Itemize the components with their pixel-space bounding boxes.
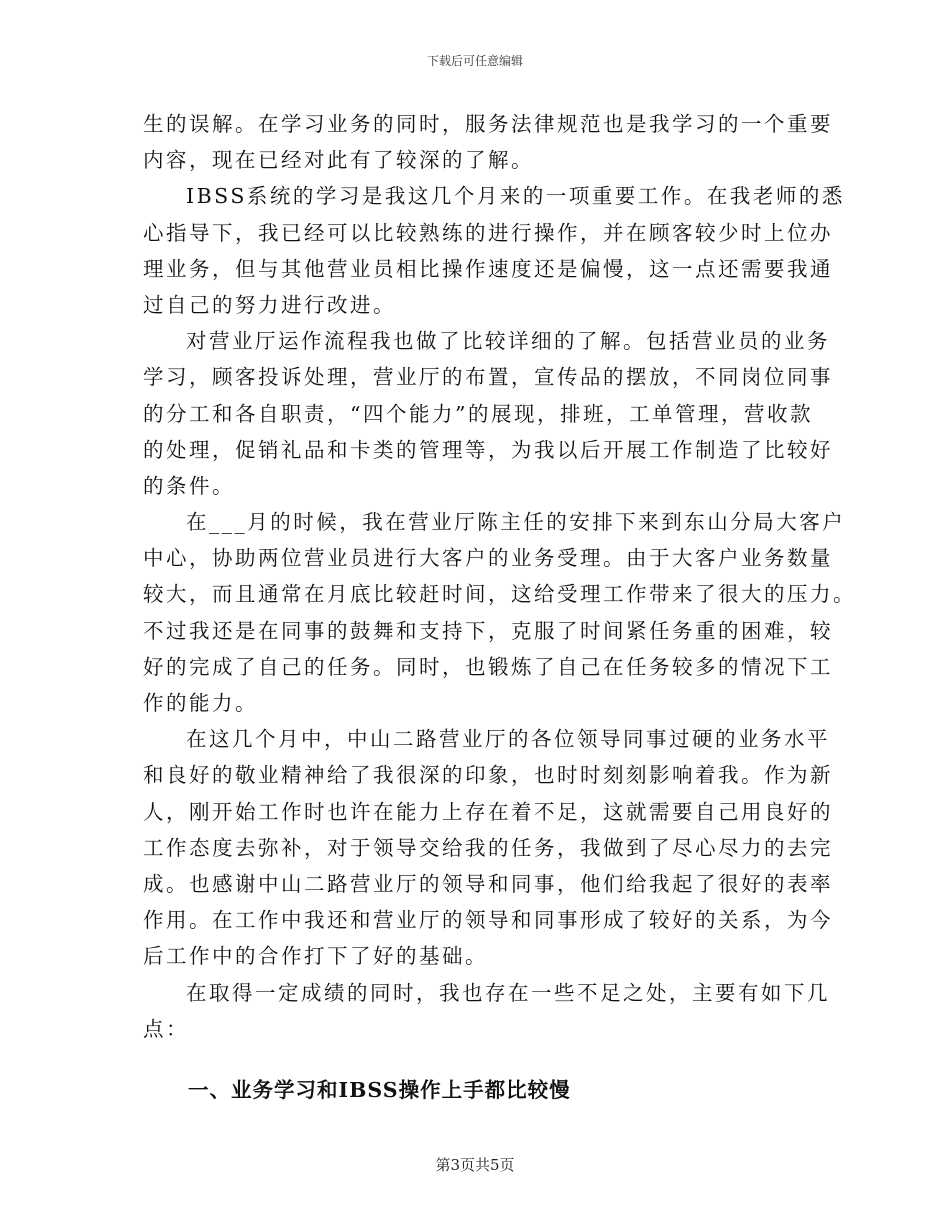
- body-line: 在___月的时候，我在营业厅陈主任的安排下来到东山分局大客户: [186, 510, 846, 535]
- body-line: 点：: [143, 1016, 189, 1041]
- body-line: IBSS系统的学习是我这几个月来的一项重要工作。在我老师的悉: [186, 184, 845, 209]
- body-line: 后工作中的合作打下了好的基础。: [143, 944, 488, 969]
- body-line: 作的能力。: [143, 691, 258, 715]
- body-line: 的条件。: [143, 473, 235, 498]
- body-line: 不过我还是在同事的鼓舞和支持下，克服了时间紧任务重的困难，较: [143, 618, 833, 643]
- document-body: [143, 106, 856, 1047]
- body-line: 心指导下，我已经可以比较熟练的进行操作，并在顾客较少时上位办: [143, 220, 833, 245]
- body-line: 的处理，促销礼品和卡类的管理等，为我以后开展工作制造了比较好: [143, 437, 833, 462]
- body-line: 的分工和各自职责，“四个能力”的展现，排班，工单管理，营收款: [143, 401, 813, 426]
- body-line: 好的完成了自己的任务。同时，也锻炼了自己在任务较多的情况下工: [143, 654, 833, 679]
- body-line: 在这几个月中，中山二路营业厅的各位领导同事过硬的业务水平: [186, 727, 830, 752]
- body-line: 和良好的敬业精神给了我很深的印象，也时时刻刻影响着我。作为新: [143, 763, 833, 788]
- body-line: 内容，现在已经对此有了较深的了解。: [143, 148, 534, 173]
- body-line: 过自己的努力进行改进。: [143, 292, 396, 317]
- section-heading: 一、业务学习和IBSS操作上手都比较慢: [188, 1078, 571, 1102]
- body-line: 中心，协助两位营业员进行大客户的业务受理。由于大客户业务数量: [143, 546, 833, 571]
- body-line: 人，刚开始工作时也许在能力上存在着不足，这就需要自己用良好的: [143, 799, 833, 824]
- body-line: 较大，而且通常在月底比较赶时间，这给受理工作带来了很大的压力。: [143, 582, 856, 607]
- body-line: 生的误解。在学习业务的同时，服务法律规范也是我学习的一个重要: [143, 112, 833, 136]
- body-line: 理业务，但与其他营业员相比操作速度还是偏慢，这一点还需要我通: [143, 256, 833, 281]
- body-line: 成。也感谢中山二路营业厅的领导和同事，他们给我起了很好的表率: [143, 871, 833, 896]
- page-header: 下载后可任意编辑: [426, 54, 523, 68]
- body-line: 在取得一定成绩的同时，我也存在一些不足之处，主要有如下几: [186, 980, 830, 1005]
- page-footer: 第3页共5页: [435, 1156, 515, 1174]
- body-line: 学习，顾客投诉处理，营业厅的布置，宣传品的摆放，不同岗位同事: [143, 365, 833, 390]
- body-line: 对营业厅运作流程我也做了比较详细的了解。包括营业员的业务: [186, 329, 830, 354]
- body-line: 工作态度去弥补，对于领导交给我的任务，我做到了尽心尽力的去完: [143, 835, 833, 860]
- body-line: 作用。在工作中我还和营业厅的领导和同事形成了较好的关系，为今: [143, 908, 833, 933]
